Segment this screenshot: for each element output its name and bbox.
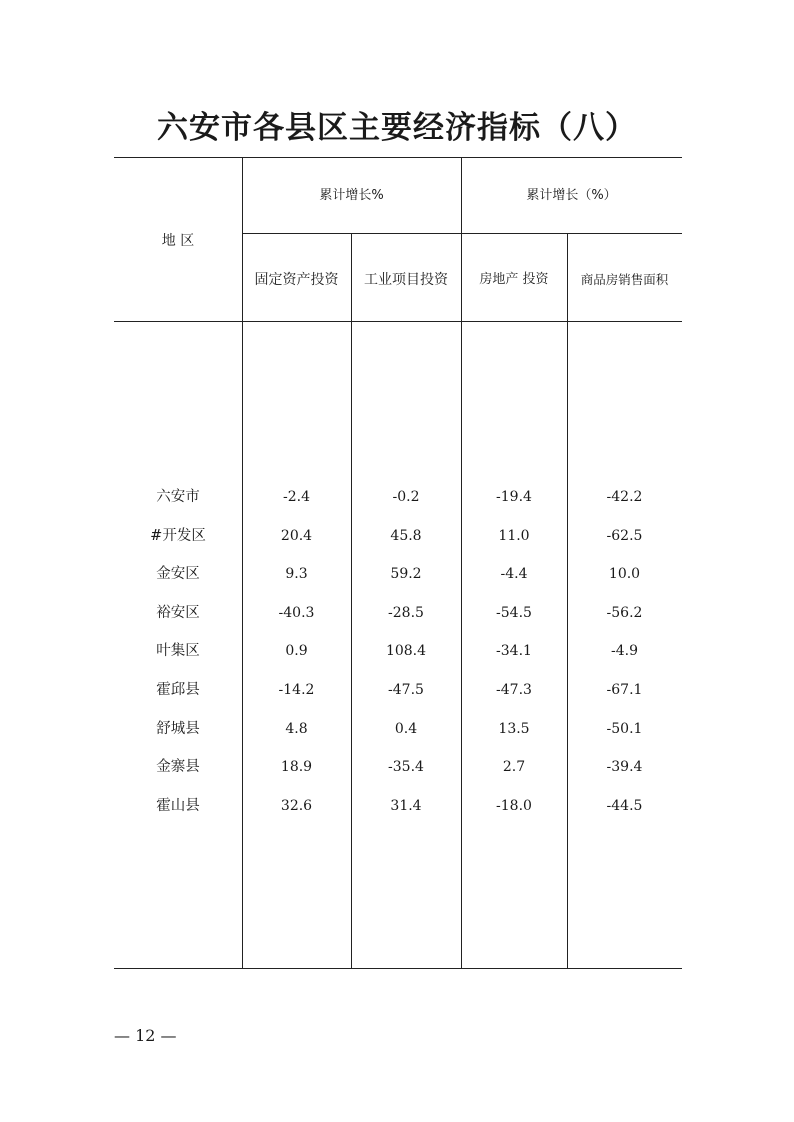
- value-cell: 20.4: [280, 528, 313, 544]
- value-cell: -35.4: [388, 759, 424, 775]
- value-cell: -28.5: [388, 605, 424, 621]
- column-header: 固定资产投资: [254, 272, 339, 288]
- value-cell: -14.2: [278, 682, 315, 698]
- value-cell: -50.1: [606, 721, 643, 737]
- region-name: 金安区: [156, 566, 200, 582]
- region-name: 霍邱县: [156, 682, 200, 698]
- page-title: 六安市各县区主要经济指标（八）: [157, 110, 637, 146]
- group-header: 累计增长%: [319, 188, 384, 203]
- value-cell: -2.4: [283, 489, 310, 505]
- value-cell: -4.4: [500, 566, 528, 582]
- region-name: 裕安区: [156, 605, 200, 621]
- group-header-rule: [242, 233, 682, 234]
- value-cell: 18.9: [280, 759, 313, 775]
- value-cell: 11.0: [498, 528, 530, 544]
- value-cell: -39.4: [606, 759, 643, 775]
- column-divider: [567, 233, 568, 968]
- region-name: 金寨县: [156, 759, 200, 775]
- value-cell: 4.8: [285, 721, 308, 737]
- value-cell: 10.0: [608, 566, 641, 582]
- region-name: 叶集区: [156, 643, 200, 659]
- value-cell: 2.7: [502, 759, 526, 775]
- column-divider: [351, 233, 352, 968]
- group-header: 累计增长（%）: [526, 188, 617, 203]
- value-cell: 0.9: [285, 643, 308, 659]
- region-name: 霍山县: [156, 798, 200, 814]
- column-header: 房地产 投资: [479, 272, 549, 287]
- value-cell: 59.2: [390, 566, 422, 582]
- value-cell: -54.5: [496, 605, 532, 621]
- table-top-rule: [114, 157, 682, 158]
- region-header: 地 区: [161, 233, 195, 249]
- value-cell: 9.3: [285, 566, 308, 582]
- value-cell: 108.4: [385, 643, 427, 659]
- value-cell: -19.4: [496, 489, 532, 505]
- value-cell: -44.5: [606, 798, 643, 814]
- value-cell: -4.9: [611, 643, 638, 659]
- value-cell: 13.5: [498, 721, 530, 737]
- column-header: 商品房销售面积: [580, 272, 669, 287]
- page-number: — 12 —: [114, 1026, 177, 1045]
- value-cell: 31.4: [390, 798, 422, 814]
- value-cell: -18.0: [496, 798, 532, 814]
- value-cell: 32.6: [280, 798, 313, 814]
- region-name: 六安市: [156, 489, 200, 505]
- value-cell: -67.1: [606, 682, 643, 698]
- value-cell: -62.5: [606, 528, 643, 544]
- value-cell: -47.5: [388, 682, 424, 698]
- header-bottom-rule: [114, 321, 682, 322]
- value-cell: -56.2: [606, 605, 643, 621]
- value-cell: 0.4: [394, 721, 418, 737]
- value-cell: -47.3: [496, 682, 532, 698]
- value-cell: -40.3: [278, 605, 315, 621]
- column-header: 工业项目投资: [364, 272, 448, 288]
- table-bottom-rule: [114, 968, 682, 969]
- region-name: 舒城县: [156, 721, 200, 737]
- region-name: #开发区: [150, 528, 206, 544]
- value-cell: -34.1: [496, 643, 532, 659]
- value-cell: 45.8: [390, 528, 422, 544]
- value-cell: -42.2: [606, 489, 643, 505]
- value-cell: -0.2: [392, 489, 420, 505]
